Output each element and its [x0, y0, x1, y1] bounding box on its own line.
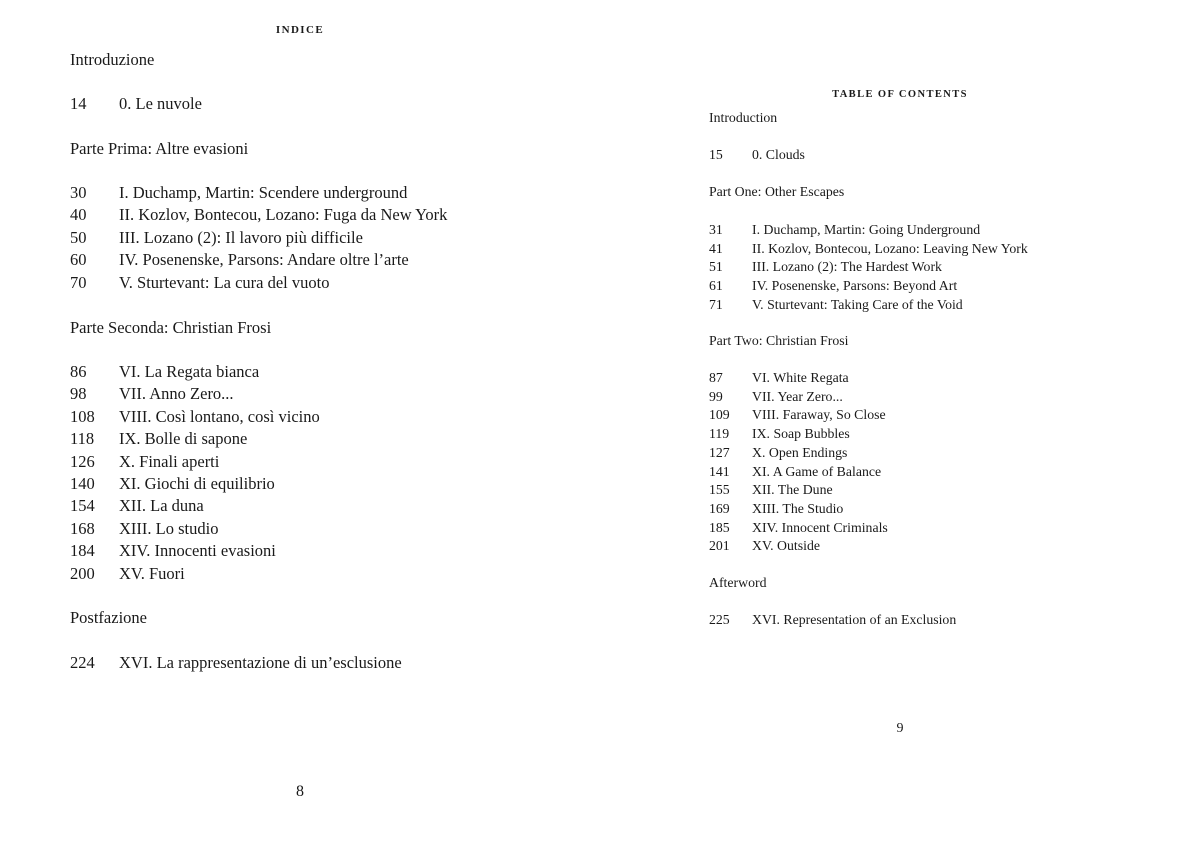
- toc-entry: [70, 249, 530, 271]
- entry-title: IV. Posenenske, Parsons: Andare oltre l’arte: [119, 250, 409, 270]
- toc-entry: [70, 383, 530, 405]
- entry-title: XIII. The Studio: [752, 500, 844, 516]
- entry-title: IV. Posenenske, Parsons: Beyond Art: [752, 278, 958, 294]
- toc-entry: [709, 463, 1091, 482]
- entry-title: XII. La duna: [119, 496, 204, 516]
- entry-title: X. Finali aperti: [119, 451, 220, 471]
- running-header-right: TABLE OF CONTENTS: [832, 89, 968, 100]
- entry-page-num: 108: [70, 406, 95, 426]
- entry-page-num: 119: [709, 426, 730, 442]
- entry-title: V. Sturtevant: La cura del vuoto: [119, 272, 330, 292]
- entry-title: II. Kozlov, Bontecou, Lozano: Leaving New York: [752, 240, 1028, 256]
- toc-entry: [70, 406, 530, 428]
- entry-title: 0. Le nuvole: [119, 94, 202, 113]
- page-number-right: 9: [896, 721, 904, 736]
- left-page: [70, 24, 530, 824]
- entry-page-num: 200: [70, 563, 95, 583]
- toc-entry: [709, 240, 1091, 259]
- entry-title: II. Kozlov, Bontecou, Lozano: Fuga da New York: [119, 205, 448, 225]
- entry-page-num: 225: [709, 612, 730, 627]
- entry-page-num: 168: [70, 518, 95, 538]
- toc-entry: [70, 563, 530, 585]
- entry-group-part-two: [709, 369, 1091, 556]
- entry-title: I. Duchamp, Martin: Going Underground: [752, 222, 981, 237]
- heading-parte-seconda: Parte Seconda: Christian Frosi: [70, 318, 272, 337]
- entry-title: XI. Giochi di equilibrio: [119, 474, 275, 494]
- toc-entry: [709, 296, 1091, 315]
- toc-entry: [70, 182, 530, 204]
- entry-title: VI. La Regata bianca: [119, 362, 260, 381]
- entry-title: XIII. Lo studio: [119, 518, 219, 538]
- entry-page-num: 155: [709, 482, 730, 498]
- entry-title: XV. Outside: [752, 538, 820, 554]
- toc-entry: [70, 540, 530, 562]
- toc-entry: [70, 652, 530, 674]
- entry-title: XIV. Innocent Criminals: [752, 519, 888, 535]
- entry-page-num: 30: [70, 183, 87, 202]
- entry-group-parte-seconda: [70, 361, 530, 585]
- entry-title: XV. Fuori: [119, 563, 185, 583]
- entry-page-num: 31: [709, 222, 723, 237]
- entry-title: V. Sturtevant: Taking Care of the Void: [752, 296, 963, 312]
- toc-entry: [70, 495, 530, 517]
- toc-entry: [709, 444, 1091, 463]
- entry-title: III. Lozano (2): The Hardest Work: [752, 259, 942, 275]
- entry-page-num: 184: [70, 541, 95, 561]
- entry-page-num: 99: [709, 388, 723, 404]
- entry-group-part-one: [709, 221, 1091, 315]
- entry-page-num: 86: [70, 362, 87, 381]
- entry-page-num: 109: [709, 407, 730, 423]
- entry-page-num: 70: [70, 272, 87, 292]
- entry-page-num: 185: [709, 519, 730, 535]
- heading-introduzione: Introduzione: [70, 50, 155, 69]
- entry-title: VIII. Faraway, So Close: [752, 407, 886, 423]
- toc-entry: [709, 500, 1091, 519]
- toc-entry: [709, 277, 1091, 296]
- toc-entry: [709, 369, 1091, 388]
- entry-page-num: 154: [70, 496, 95, 516]
- heading-part-one: Part One: Other Escapes: [709, 184, 845, 199]
- page-number-left: 8: [296, 783, 304, 800]
- entry-page-num: 201: [709, 538, 730, 554]
- toc-entry: [709, 481, 1091, 500]
- toc-entry: [709, 611, 1091, 630]
- entry-page-num: 40: [70, 205, 87, 225]
- entry-title: XII. The Dune: [752, 482, 833, 498]
- entry-title: XI. A Game of Balance: [752, 463, 882, 479]
- entry-title: VII. Anno Zero...: [119, 384, 234, 404]
- entry-title: III. Lozano (2): Il lavoro più difficile: [119, 227, 363, 247]
- entry-page-num: 60: [70, 250, 87, 270]
- toc-entry: [70, 361, 530, 383]
- toc-entry: [709, 537, 1091, 556]
- entry-title: I. Duchamp, Martin: Scendere underground: [119, 183, 408, 202]
- entry-title: XIV. Innocenti evasioni: [119, 541, 276, 561]
- entry-title: VI. White Regata: [752, 370, 849, 385]
- entry-page-num: 140: [70, 474, 95, 494]
- heading-introduction: Introduction: [709, 110, 778, 125]
- entry-page-num: 15: [709, 147, 723, 162]
- entry-title: VII. Year Zero...: [752, 388, 843, 404]
- entry-title: IX. Bolle di sapone: [119, 429, 248, 449]
- entry-page-num: 127: [709, 444, 730, 460]
- entry-title: X. Open Endings: [752, 444, 848, 460]
- entry-page-num: 61: [709, 278, 723, 294]
- toc-entry: [709, 519, 1091, 538]
- entry-page-num: 14: [70, 94, 87, 113]
- toc-entry: [709, 388, 1091, 407]
- right-page: [709, 89, 1091, 829]
- entry-page-num: 98: [70, 384, 87, 404]
- heading-postfazione: Postfazione: [70, 608, 147, 627]
- toc-entry: [709, 146, 1091, 165]
- toc-entry: [709, 221, 1091, 240]
- toc-entry: [70, 272, 530, 294]
- toc-entry: [709, 425, 1091, 444]
- entry-group-parte-prima: [70, 182, 530, 294]
- heading-part-two: Part Two: Christian Frosi: [709, 333, 849, 348]
- entry-page-num: 41: [709, 240, 723, 256]
- running-header-left: INDICE: [275, 24, 325, 36]
- toc-entry: [70, 428, 530, 450]
- entry-title: IX. Soap Bubbles: [752, 426, 850, 442]
- toc-entry: [70, 227, 530, 249]
- heading-afterword: Afterword: [709, 575, 767, 590]
- entry-title: XVI. Representation of an Exclusion: [752, 612, 957, 627]
- entry-page-num: 87: [709, 370, 723, 385]
- entry-page-num: 71: [709, 296, 723, 312]
- entry-page-num: 224: [70, 653, 95, 672]
- toc-entry: [709, 258, 1091, 277]
- toc-entry: [70, 93, 530, 115]
- toc-entry: [70, 518, 530, 540]
- entry-page-num: 50: [70, 227, 87, 247]
- entry-page-num: 126: [70, 451, 95, 471]
- toc-entry: [709, 406, 1091, 425]
- entry-title: XVI. La rappresentazione di un’esclusione: [119, 653, 402, 672]
- entry-page-num: 118: [70, 429, 95, 449]
- entry-page-num: 51: [709, 259, 723, 275]
- entry-page-num: 141: [709, 463, 730, 479]
- entry-page-num: 169: [709, 500, 730, 516]
- toc-entry: [70, 473, 530, 495]
- entry-title: 0. Clouds: [752, 147, 805, 162]
- entry-title: VIII. Così lontano, così vicino: [119, 406, 320, 426]
- toc-entry: [70, 204, 530, 226]
- toc-entry: [70, 451, 530, 473]
- heading-parte-prima: Parte Prima: Altre evasioni: [70, 139, 249, 158]
